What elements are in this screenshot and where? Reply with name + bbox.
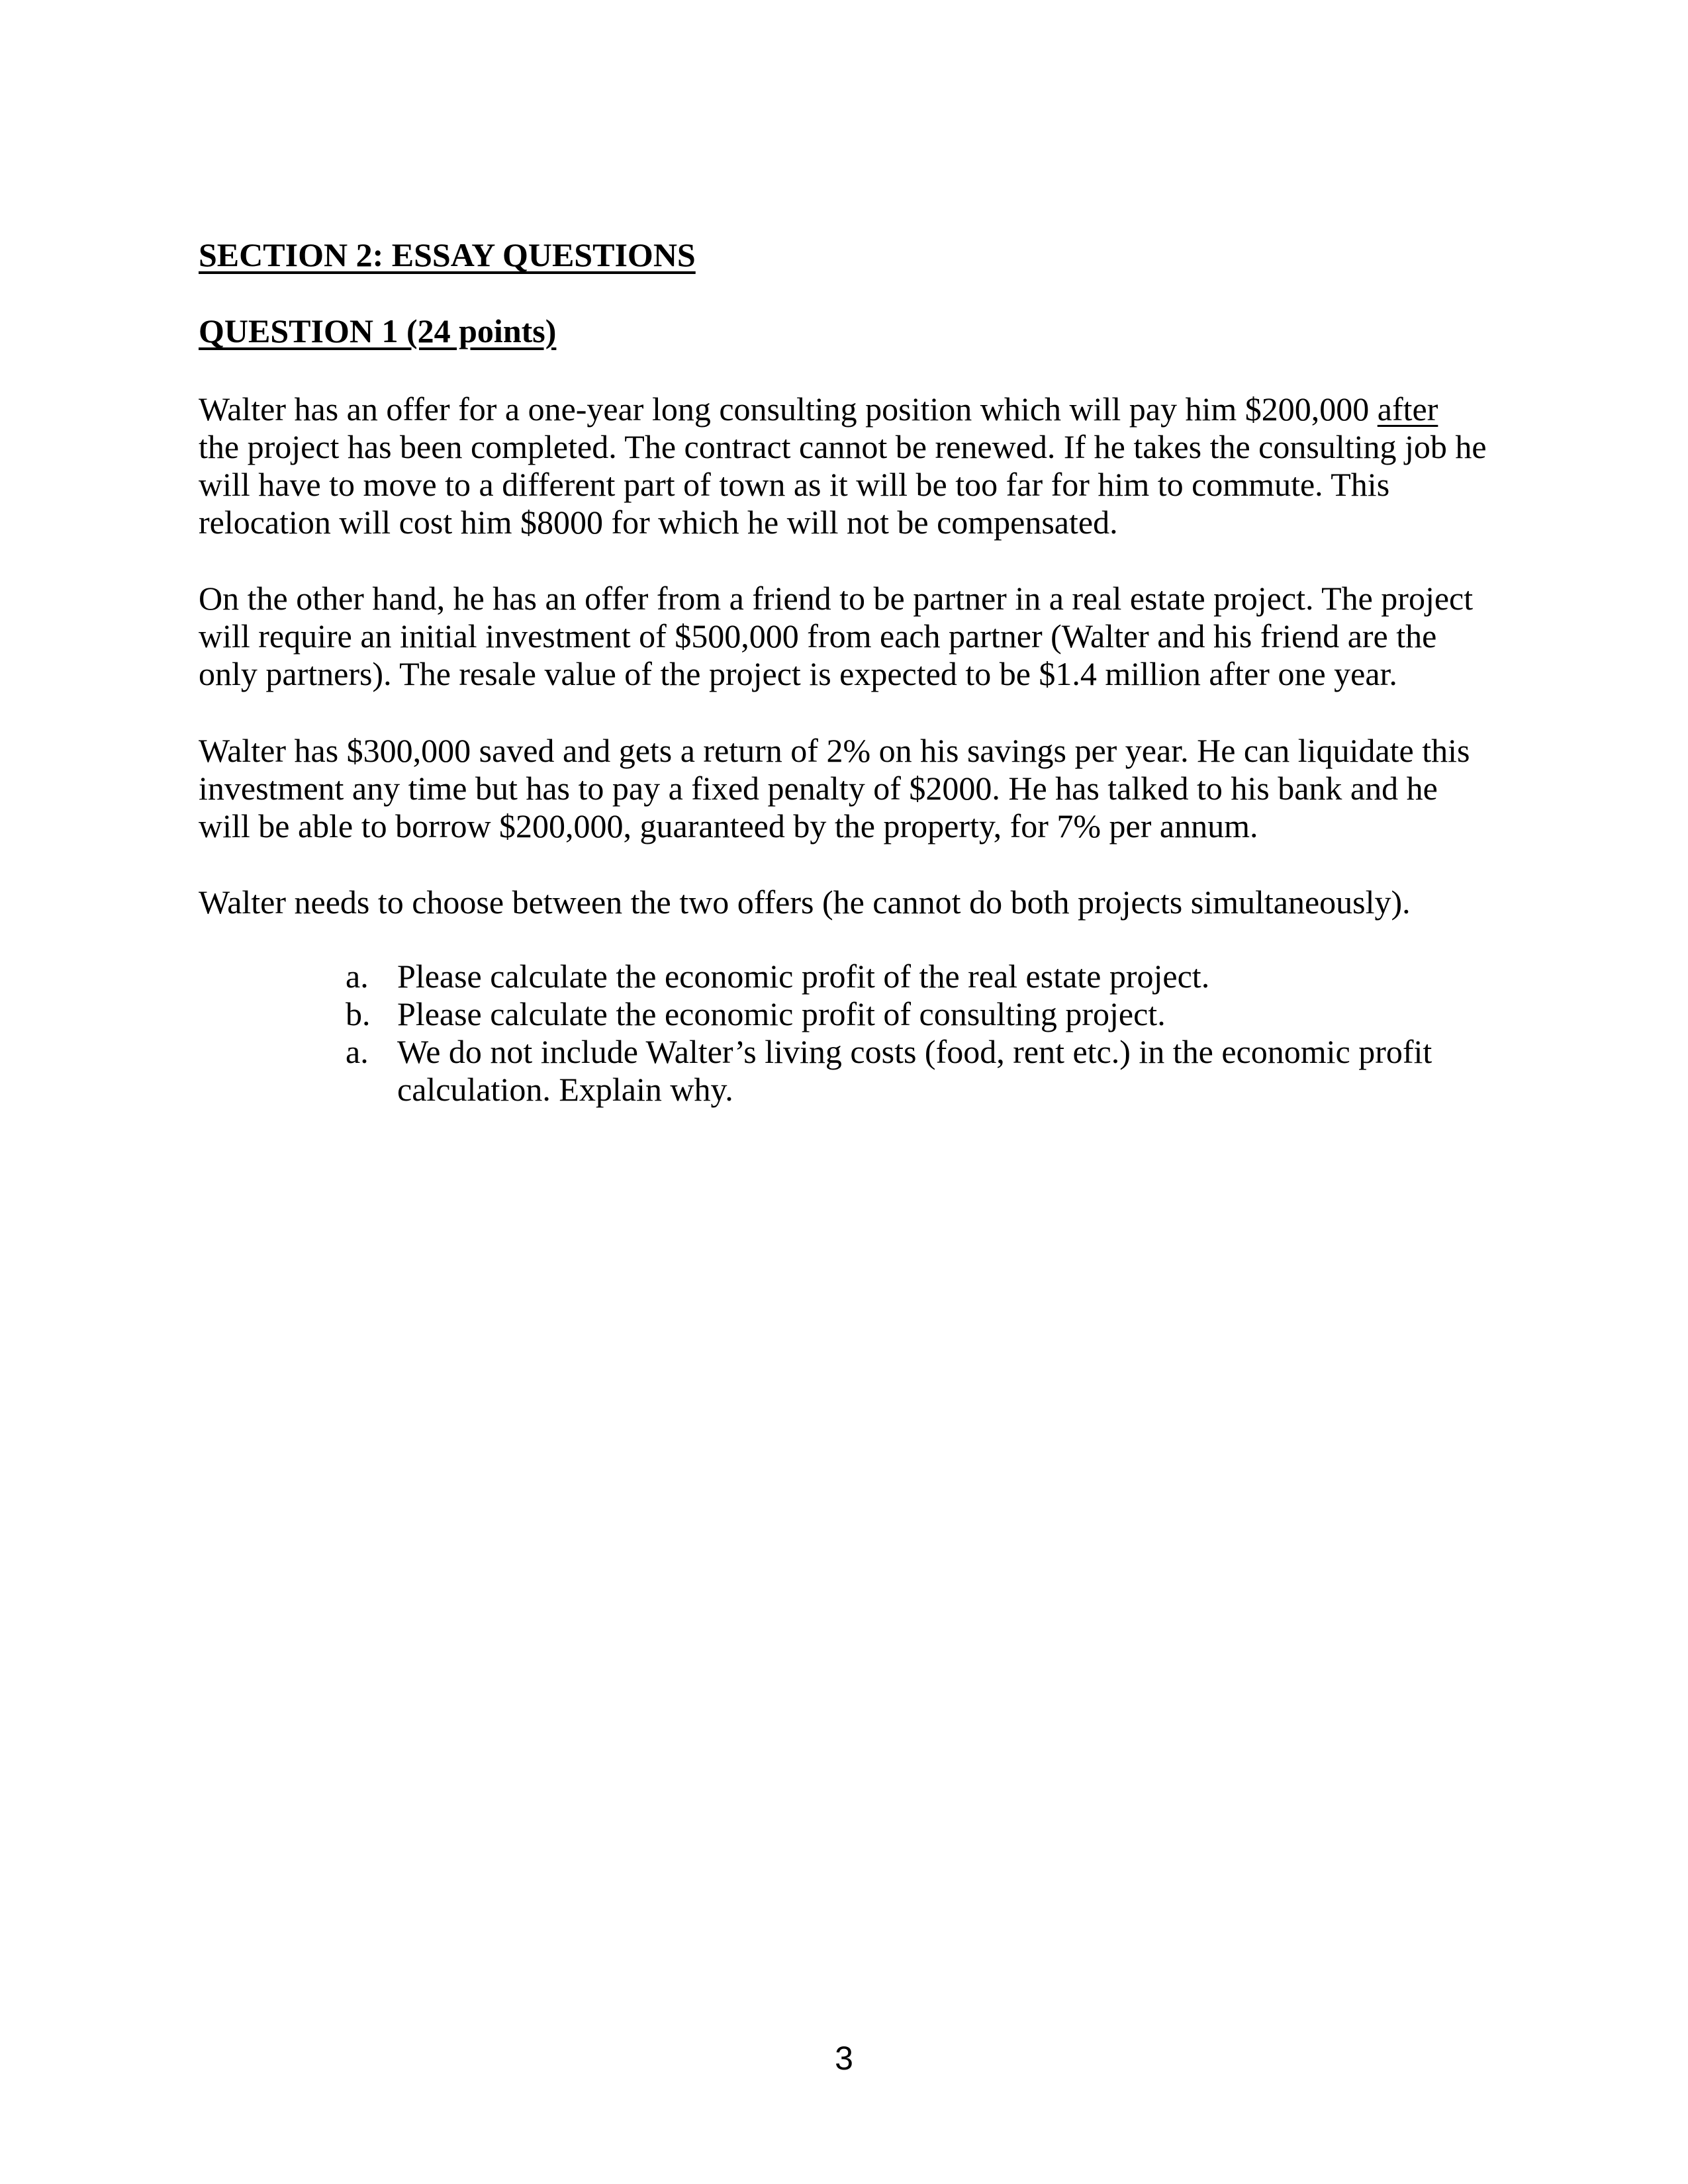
sub-question-item: [331, 1033, 1523, 1109]
list-marker: a.: [346, 958, 369, 995]
paragraph-line: investment any time but has to pay a fixed penalty of $2000. He has talked to his bank and he: [199, 770, 1438, 807]
paragraph-consulting-offer: [199, 390, 1509, 541]
paragraph-line: will be able to borrow $200,000, guaranteed by the property, for 7% per annum.: [199, 807, 1258, 844]
sub-question-text: We do not include Walter’s living costs (food, rent etc.) in the economic profit: [397, 1033, 1432, 1070]
paragraph-line: On the other hand, he has an offer from a friend to be partner in a real estate project. The project: [199, 580, 1474, 617]
question-heading: QUESTION 1 (24 points): [199, 312, 557, 349]
sub-question-item: [331, 995, 1523, 1033]
list-marker: a.: [346, 1033, 369, 1070]
paragraph-line: Walter has $300,000 saved and gets a return of 2% on his savings per year. He can liquidate this: [199, 732, 1470, 769]
paragraph-choice: [199, 884, 1509, 921]
paragraph-line: will have to move to a different part of town as it will be too far for him to commute. This: [199, 466, 1390, 503]
paragraph-line: only partners). The resale value of the project is expected to be $1.4 million after one year.: [199, 655, 1397, 692]
sub-question-text: Please calculate the economic profit of the real estate project.: [397, 958, 1210, 995]
sub-question-text: Please calculate the economic profit of consulting project.: [397, 995, 1166, 1032]
sub-question-item: [331, 958, 1523, 995]
paragraph-real-estate-offer: [199, 580, 1509, 693]
paragraph-line: Walter has an offer for a one-year long consulting position which will pay him $200,000 after: [199, 390, 1438, 428]
list-marker: b.: [346, 995, 371, 1032]
underlined-word: after: [1377, 390, 1438, 428]
paragraph-line: will require an initial investment of $500,000 from each partner (Walter and his friend are the: [199, 617, 1437, 655]
page-number: 3: [835, 2040, 853, 2077]
sub-question-text: calculation. Explain why.: [397, 1071, 733, 1108]
paragraph-line: relocation will cost him $8000 for which he will not be compensated.: [199, 504, 1118, 541]
paragraph-line: the project has been completed. The contract cannot be renewed. If he takes the consulting job he: [199, 428, 1487, 465]
section-heading: SECTION 2: ESSAY QUESTIONS: [199, 236, 696, 273]
paragraph-line: Walter needs to choose between the two offers (he cannot do both projects simultaneously).: [199, 884, 1411, 921]
paragraph-savings: [199, 732, 1509, 845]
sub-question-list: [331, 958, 1523, 1109]
